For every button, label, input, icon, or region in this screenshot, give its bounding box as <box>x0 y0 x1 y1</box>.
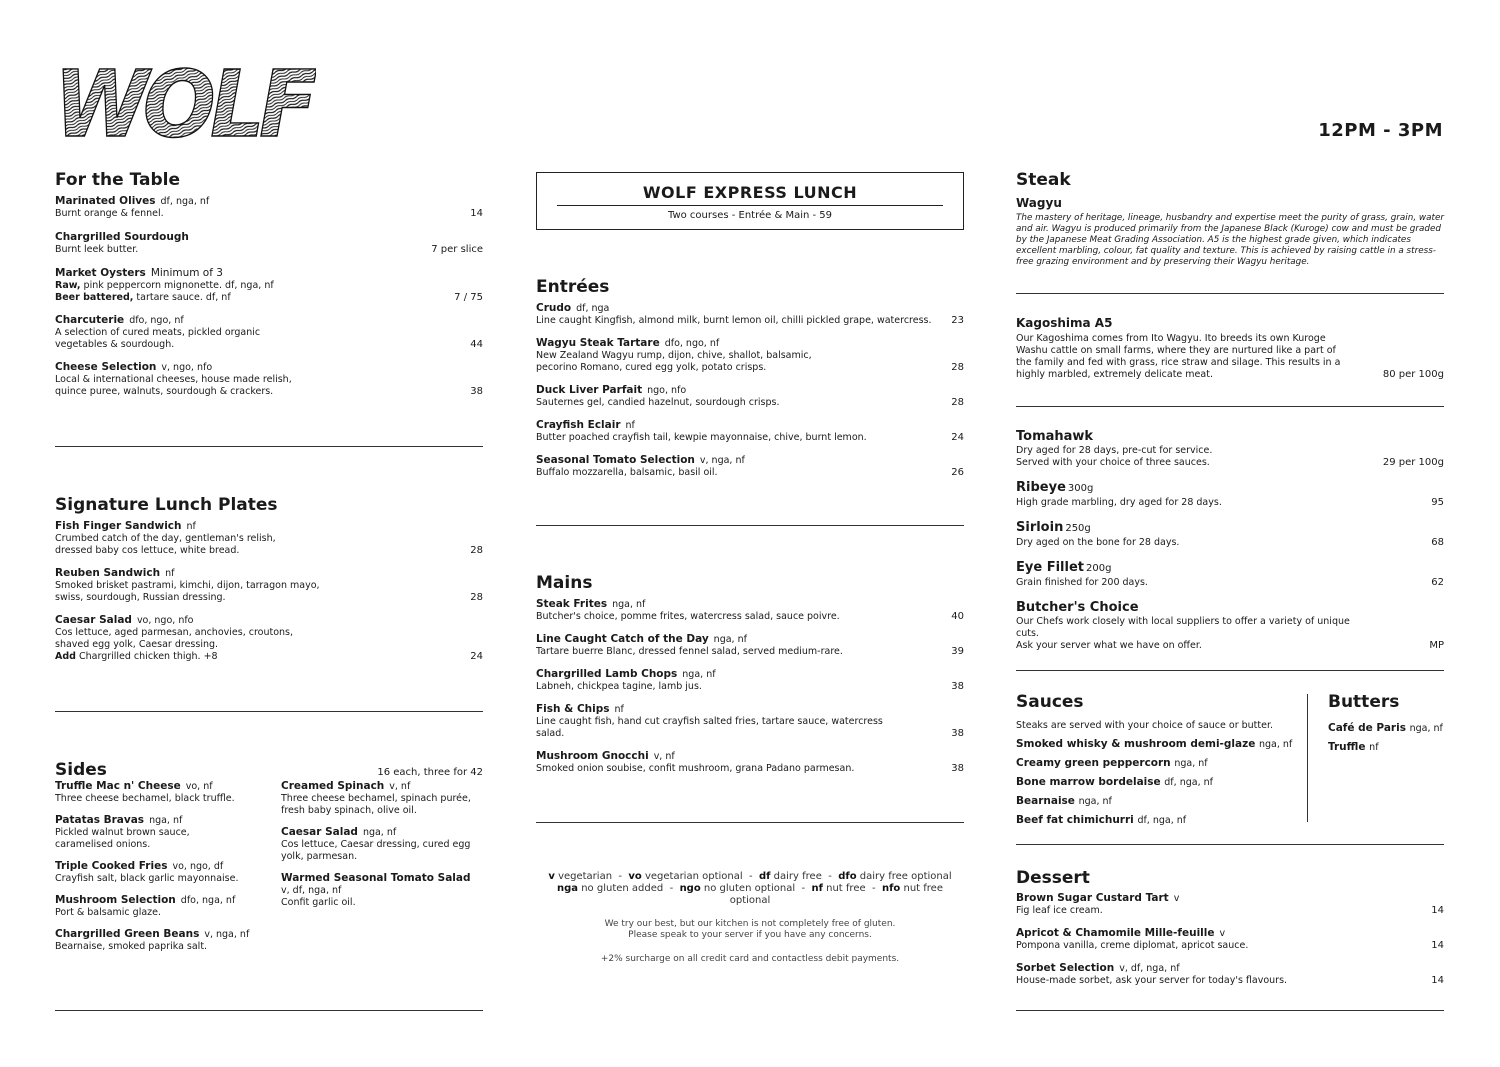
menu-item <box>55 314 483 351</box>
service-hours: 12PM - 3PM <box>1318 120 1443 141</box>
menu-item: Apricot & Chamomile Mille-feuille v Pompona vanilla, creme diplomat, apricot sauce. 14 <box>1016 927 1444 951</box>
menu-item: Creamed Spinach v, nf Three cheese bechamel, spinach purée, fresh baby spinach, olive oil. <box>281 780 471 816</box>
entrees-section <box>536 277 964 487</box>
menu-item <box>55 567 483 604</box>
sauce-item: Creamy green peppercorn nga, nf <box>1016 757 1208 769</box>
express-lunch-box <box>536 172 964 230</box>
svg-text:WOLF: WOLF <box>54 62 316 142</box>
divider <box>1016 844 1444 845</box>
sauces-section <box>1016 692 1306 830</box>
sauce-item: Bearnaise nga, nf <box>1016 795 1112 807</box>
section-title: Signature Lunch Plates <box>55 495 278 515</box>
menu-item: Mushroom Gnocchi v, nf Smoked onion soubise, confit mushroom, grana Padano parmesan. 38 <box>536 750 964 774</box>
divider <box>1016 670 1444 671</box>
wolf-logo <box>54 62 316 142</box>
sides-right <box>269 780 483 961</box>
section-title: Butters <box>1328 692 1400 712</box>
item-name: Charcuterie <box>55 314 125 326</box>
item-desc: Our Kagoshima comes from Ito Wagyu. Ito breeds its own Kuroge Washu cattle on small farms, where they are nurtured like a part of the family and fed with grass, rice straw and silage. This results in a highly marbled, extremely delicate meat. <box>1016 333 1341 380</box>
item-desc: Cos lettuce, aged parmesan, anchovies, croutons, shaved egg yolk, Caesar dressing. <box>55 627 294 650</box>
sauce-item: Beef fat chimichurri df, nga, nf <box>1016 814 1187 826</box>
menu-item: Wagyu Steak Tartare dfo, ngo, nf New Zealand Wagyu rump, dijon, chive, shallot, balsamic, pecorino Romano, cured egg yolk, potato crisps. 28 <box>536 337 964 373</box>
item-name: Chargrilled Sourdough <box>55 231 189 243</box>
item-name: Kagoshima A5 <box>1016 316 1113 330</box>
menu-item: Crayfish Eclair nf Butter poached crayfish tail, kewpie mayonnaise, chive, burnt lemon. 24 <box>536 419 964 443</box>
menu-item: Crudo df, nga Line caught Kingfish, almond milk, burnt lemon oil, chilli pickled grape, watercress. 23 <box>536 302 964 326</box>
menu-item: Duck Liver Parfait ngo, nfo Sauternes gel, candied hazelnut, sourdough crisps. 28 <box>536 384 964 408</box>
surcharge-note: +2% surcharge on all credit card and contactless debit payments. <box>600 954 900 964</box>
wolf-logo-image <box>54 62 316 142</box>
divider <box>1016 1010 1444 1011</box>
wagyu-desc: The mastery of heritage, lineage, husbandry and expertise meet the purity of grass, grain, water and air. Wagyu is produced primarily from the Japanese Black (Kuroge) cow and must be graded by the Japanese Meat Grading Association. A5 is the highest grade given, which indicates excellent marbling, colour, fat quality and texture. This is achieved by raising cattle in a stress-free grazing environment and by preserving their Wagyu heritage. <box>1016 213 1444 267</box>
steak-section <box>1016 170 1444 268</box>
menu-item: Fish & Chips nf Line caught fish, hand cut crayfish salted fries, tartare sauce, watercress salad. 38 <box>536 703 964 739</box>
section-title: Sauces <box>1016 692 1084 712</box>
vertical-divider <box>1307 694 1308 822</box>
item-price: 80 per 100g <box>1382 369 1444 380</box>
express-subtitle: Two courses - Entrée & Main - 59 <box>667 210 833 221</box>
kagoshima-item <box>1016 316 1444 381</box>
sauce-item: Smoked whisky & mushroom demi-glaze nga, nf <box>1016 738 1293 750</box>
item-name: Fish Finger Sandwich <box>55 520 182 532</box>
dietary-legend: v vegetarian - vo vegetarian optional - df dairy free - dfo dairy free optional nga no gluten added - ngo no gluten optional - nf nut free - nfo nut free optional We try our best, but our kitchen is not completely free of gluten. Please speak to your server if you have any concerns. +2% surcharge on all credit card and contactless debit payments. <box>536 871 964 965</box>
item-desc: Local & international cheeses, house made relish, quince puree, walnuts, sourdough & crackers. <box>55 374 292 397</box>
wagyu-title: Wagyu <box>1016 196 1062 210</box>
butter-item: Truffle nf <box>1328 741 1379 753</box>
dessert-section <box>1016 868 1444 995</box>
item-price: 44 <box>470 339 483 350</box>
item-name: Caesar Salad <box>55 614 132 626</box>
menu-item: Sorbet Selection v, df, nga, nf House-made sorbet, ask your server for today's flavours. 14 <box>1016 962 1444 986</box>
butters-section <box>1328 692 1444 757</box>
item-tags: v, ngo, nfo <box>161 362 213 373</box>
menu-item: Steak Frites nga, nf Butcher's choice, pomme frites, watercress salad, sauce poivre. 40 <box>536 598 964 622</box>
menu-item: Chargrilled Green Beans v, nga, nf Bearnaise, smoked paprika salt. <box>55 928 250 952</box>
item-tags: nf <box>165 568 175 579</box>
sauce-item: Bone marrow bordelaise df, nga, nf <box>1016 776 1213 788</box>
section-title: For the Table <box>55 170 180 190</box>
menu-item: Patatas Bravas nga, nf Pickled walnut brown sauce, caramelised onions. <box>55 814 190 850</box>
butter-item: Café de Paris nga, nf <box>1328 722 1443 734</box>
menu-item <box>55 195 483 220</box>
menu-item: Seasonal Tomato Selection v, nga, nf Buffalo mozzarella, balsamic, basil oil. 26 <box>536 454 964 478</box>
item-desc: Beer battered, tartare sauce. df, nf <box>55 292 231 303</box>
item-tags: dfo, ngo, nf <box>129 315 184 326</box>
item-name: Cheese Selection <box>55 361 157 373</box>
item-addon: Add Chargrilled chicken thigh. +8 <box>55 651 218 662</box>
menu-item <box>55 614 483 663</box>
steak-item: Butcher's Choice Our Chefs work closely with local suppliers to offer a variety of unique cuts. Ask your server what we have on offer. MP <box>1016 600 1444 651</box>
section-title: Dessert <box>1016 868 1090 888</box>
sides-left <box>55 780 269 961</box>
gluten-note: We try our best, but our kitchen is not completely free of gluten. Please speak to your server if you have any concerns. <box>604 919 896 940</box>
menu-item: Caesar Salad nga, nf Cos lettuce, Caesar dressing, cured egg yolk, parmesan. <box>281 826 471 862</box>
menu-item: Triple Cooked Fries vo, ngo, df Crayfish salt, black garlic mayonnaise. <box>55 860 239 884</box>
item-price: 7 per slice <box>431 244 483 255</box>
section-title: Sides <box>55 760 107 780</box>
item-tags: vo, ngo, nfo <box>136 615 194 626</box>
item-tags: df, nga, nf <box>160 196 210 207</box>
item-name: Marinated Olives <box>55 195 156 207</box>
item-desc: Burnt orange & fennel. <box>55 208 164 219</box>
item-price: 28 <box>470 545 483 556</box>
menu-item <box>55 520 483 557</box>
item-desc: A selection of cured meats, pickled organic vegetables & sourdough. <box>55 327 261 350</box>
mains-section <box>536 573 964 783</box>
divider <box>55 1010 483 1011</box>
divider <box>55 711 483 712</box>
section-title: Steak <box>1016 170 1071 190</box>
divider <box>536 525 964 526</box>
menu-item: Chargrilled Lamb Chops nga, nf Labneh, chickpea tagine, lamb jus. 38 <box>536 668 964 692</box>
sides-section <box>55 760 483 961</box>
menu-item: Brown Sugar Custard Tart v Fig leaf ice cream. 14 <box>1016 892 1444 916</box>
menu-item: Line Caught Catch of the Day nga, nf Tartare buerre Blanc, dressed fennel salad, served medium-rare. 39 <box>536 633 964 657</box>
item-desc: Raw, pink peppercorn mignonette. df, nga, nf <box>55 280 274 291</box>
divider <box>1016 293 1444 294</box>
steak-item: Eye Fillet 200g Grain finished for 200 days. 62 <box>1016 560 1444 588</box>
item-price: 38 <box>470 386 483 397</box>
item-tags: nf <box>186 521 196 532</box>
divider <box>536 822 964 823</box>
item-desc: Smoked brisket pastrami, kimchi, dijon, tarragon mayo, swiss, sourdough, Russian dressing. <box>55 580 320 603</box>
section-title: Entrées <box>536 277 610 297</box>
menu-item: Mushroom Selection dfo, nga, nf Port & balsamic glaze. <box>55 894 236 918</box>
item-desc: Crumbed catch of the day, gentleman's relish, dressed baby cos lettuce, white bread. <box>55 533 276 556</box>
item-price: 7 / 75 <box>454 292 483 303</box>
item-name: Reuben Sandwich <box>55 567 161 579</box>
item-name: Market Oysters <box>55 267 146 279</box>
divider <box>55 446 483 447</box>
sides-price-note: 16 each, three for 42 <box>377 767 483 778</box>
sauces-note: Steaks are served with your choice of sauce or butter. <box>1016 720 1274 731</box>
item-price: 24 <box>470 651 483 662</box>
item-desc: Burnt leek butter. <box>55 244 139 255</box>
steak-item: Tomahawk Dry aged for 28 days, pre-cut for service. Served with your choice of three sauces. 29 per 100g <box>1016 429 1444 468</box>
menu-item <box>55 267 483 304</box>
steak-cuts <box>1016 429 1444 660</box>
menu-item <box>55 361 483 398</box>
steak-item: Ribeye 300g High grade marbling, dry aged for 28 days. 95 <box>1016 480 1444 508</box>
for-the-table-section <box>55 170 483 406</box>
item-tags: Minimum of 3 <box>150 267 223 279</box>
item-price: 28 <box>470 592 483 603</box>
steak-item: Sirloin 250g Dry aged on the bone for 28 days. 68 <box>1016 520 1444 548</box>
signature-section <box>55 495 483 671</box>
express-title: WOLF EXPRESS LUNCH <box>642 183 858 202</box>
menu-item <box>55 231 483 256</box>
section-title: Mains <box>536 573 593 593</box>
menu-item: Truffle Mac n' Cheese vo, nf Three cheese bechamel, black truffle. <box>55 780 235 804</box>
menu-item: Warmed Seasonal Tomato Salad v, df, nga, nf Confit garlic oil. <box>281 872 471 908</box>
divider <box>1016 406 1444 407</box>
item-price: 14 <box>470 208 483 219</box>
